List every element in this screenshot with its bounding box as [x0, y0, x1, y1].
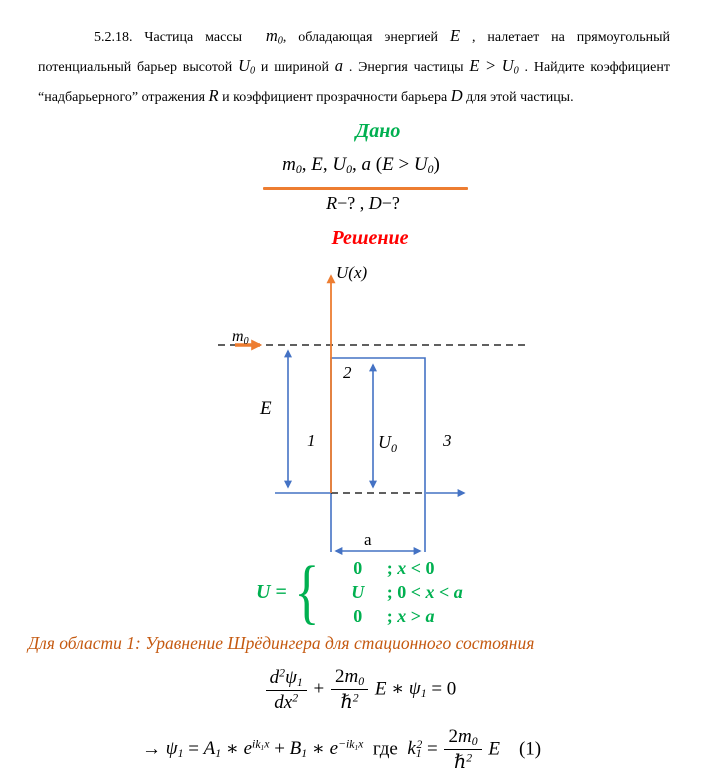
- potential-row: [335, 556, 463, 580]
- potential-row: [335, 604, 463, 628]
- given-divider-line: [263, 187, 468, 190]
- potential-condition: ; 0 < x < a: [386, 582, 463, 602]
- potential-row: [335, 580, 463, 604]
- problem-line-2: потенциальный барьер высотой $U_0$ и шириной a . Энергия частицы $E > U_0$ . Найдите коэффициент: [38, 56, 670, 77]
- region-1-heading: Для области 1: Уравнение Шрёдингера для стационного состояния: [28, 633, 535, 653]
- energy-label: E: [260, 398, 272, 419]
- schrodinger-equation-wrap: [7, 666, 706, 714]
- mass-label: m0: [232, 328, 249, 347]
- potential-condition: ; x < 0: [386, 558, 435, 578]
- potential-definition: [256, 550, 463, 632]
- find-line: R−? , D−?: [326, 193, 400, 213]
- potential-barrier-diagram: [210, 258, 540, 558]
- brace-glyph: {: [294, 550, 320, 632]
- given-heading: Дано: [355, 120, 401, 142]
- wavefunction-solution-equation: → $\psi_1 = A_1$ ∗ $e^{ik_1x} + B_1$ ∗ $e^{-ik_1x}$ где $k_1^2$ = $\frac{2m_0}{\hbar^2}$ E (1): [142, 726, 542, 773]
- width-label: a: [364, 530, 372, 549]
- solution-heading: Решение: [331, 227, 409, 249]
- barrier-rectangle: [331, 358, 425, 552]
- problem-line-1: 5.2.18. Частица массы $m_0$, обладающая энергией E , налетает на прямоугольный: [94, 26, 670, 47]
- problem-statement: [38, 22, 670, 112]
- potential-condition: ; x > a: [386, 606, 435, 626]
- potential-value: 0: [353, 558, 363, 578]
- potential-value: 0: [353, 606, 363, 626]
- potential-rows: [335, 556, 463, 628]
- region-2-label: 2: [343, 363, 352, 382]
- barrier-height-label: $U_0$: [378, 432, 397, 455]
- potential-value: U: [351, 582, 365, 602]
- region-1-label: 1: [307, 431, 316, 450]
- schrodinger-equation: $\frac{d^2\psi_1}{dx^2}$ + $\frac{2m_0}{\hbar^2}$ E ∗ $\psi_1 = 0$: [264, 666, 457, 714]
- problem-line-3: “надбарьерного” отражения R и коэффициент прозрачности барьера D для этой частицы.: [38, 86, 574, 105]
- given-expression: $m_0$, E, $U_0$, a $(E > U_0)$: [282, 154, 440, 176]
- axis-label: U(x): [336, 263, 368, 282]
- potential-lhs: U =: [256, 580, 287, 603]
- region-3-label: 3: [443, 431, 452, 450]
